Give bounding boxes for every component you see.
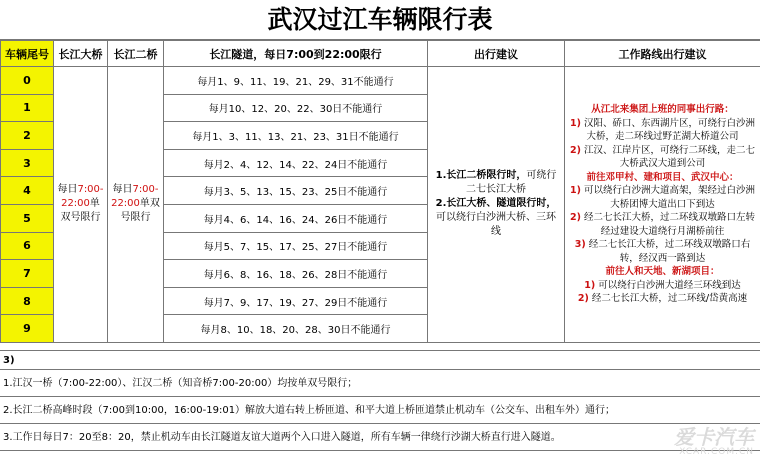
note-line: 2.长江二桥高峰时段（7:00到10:00，16:00-19:01）解放大道右转上桥匝道、和平大道上桥匝道禁止机动车（公交车、出租车外）通行；: [0, 397, 760, 424]
tail-number-cell: 7: [1, 260, 54, 288]
header-yangtze-bridge: 长江大桥: [54, 41, 108, 67]
tunnel-rule-cell: 每月1、9、11、19、21、29、31不能通行: [164, 67, 428, 95]
notes-section: [0, 350, 760, 451]
tunnel-rule-cell: 每月7、9、17、19、27、29日不能通行: [164, 287, 428, 315]
watermark-text: 爱卡汽车: [674, 425, 754, 449]
restriction-table: [0, 40, 760, 343]
tunnel-rule-cell: 每月8、10、18、20、28、30日不能通行: [164, 315, 428, 343]
tunnel-rule-cell: 每月3、5、13、15、23、25日不能通行: [164, 177, 428, 205]
yangtze-bridge-rule: 每日7:00-22:00单双号限行: [54, 67, 108, 343]
table-header-row: [1, 41, 760, 67]
note-line: 1.江汉一桥（7:00-22:00）、江汉二桥（知音桥7:00-20:00）均按单双号限行；: [0, 370, 760, 397]
route-advice-cell: [565, 67, 760, 343]
page-title: 武汉过江车辆限行表: [0, 0, 760, 40]
watermark-logo: [674, 427, 754, 457]
tail-number-cell: 0: [1, 67, 54, 95]
note-line: 3): [0, 350, 760, 370]
watermark-subtext: XCAR.COM.CN: [679, 447, 754, 457]
route-item: 1) 可以绕行白沙洲大道经三环线到达: [584, 279, 741, 291]
header-route-advice: 工作路线出行建议: [565, 41, 760, 67]
tunnel-rule-cell: 每月5、7、15、17、25、27日不能通行: [164, 232, 428, 260]
route-item: 2) 经二七长江大桥，过二环线双墩路口左转经过建设大道绕行月湖桥前往: [570, 212, 755, 237]
tunnel-rule-cell: 每月1、3、11、13、21、23、31日不能通行: [164, 122, 428, 150]
route-item: 2) 经二七长江大桥，过二环线/岱黄高速: [577, 293, 748, 305]
table-row: [1, 67, 760, 95]
note-line: 3.工作日每日7：20至8：20，禁止机动车由长江隧道友谊大道两个入口进入隧道，所有车辆一律绕行沙湖大桥直行进入隧道。: [0, 424, 760, 451]
header-travel-advice: 出行建议: [428, 41, 565, 67]
header-second-bridge: 长江二桥: [108, 41, 164, 67]
tunnel-rule-cell: 每月10、12、20、22、30日不能通行: [164, 94, 428, 122]
tail-number-cell: 9: [1, 315, 54, 343]
route-item: 2) 江汉、江岸片区，可绕行二环线，走二七大桥武汉大道到公司: [570, 144, 755, 170]
route-group-title: 从江北来集团上班的同事出行路：: [591, 104, 734, 116]
tail-number-cell: 4: [1, 177, 54, 205]
tail-number-cell: 2: [1, 122, 54, 150]
route-group-title: 前往邓甲村、建和项目、武汉中心：: [586, 171, 739, 183]
second-bridge-rule: 每日7:00-22:00单双号限行: [108, 67, 164, 343]
travel-advice-cell: 1.长江二桥限行时，可绕行二七长江大桥 2.长江大桥、隧道限行时，可以绕行白沙洲大桥、三环线: [428, 67, 565, 343]
header-tunnel: 长江隧道，每日7:00到22:00限行: [164, 41, 428, 67]
route-item: 1) 可以绕行白沙洲大道高架，架经过白沙洲大桥团博大道出口下到达: [570, 185, 755, 210]
tail-number-cell: 5: [1, 204, 54, 232]
tunnel-rule-cell: 每月2、4、12、14、22、24日不能通行: [164, 149, 428, 177]
header-tail-number: 车辆尾号: [1, 41, 54, 67]
tail-number-cell: 1: [1, 94, 54, 122]
tail-number-cell: 6: [1, 232, 54, 260]
route-group-title: 前往人和天地、新湖项目：: [605, 266, 720, 278]
tunnel-rule-cell: 每月6、8、16、18、26、28日不能通行: [164, 260, 428, 288]
tail-number-cell: 3: [1, 149, 54, 177]
tail-number-cell: 8: [1, 287, 54, 315]
tunnel-rule-cell: 每月4、6、14、16、24、26日不能通行: [164, 204, 428, 232]
route-item: 3) 经二七长江大桥，过二环线双墩路口右转，经汉西一路到达: [574, 239, 751, 264]
route-item: 1) 汉阳、硚口、东西湖片区，可绕行白沙洲大桥，走二环线过野芷湖大桥道公司: [570, 117, 755, 143]
